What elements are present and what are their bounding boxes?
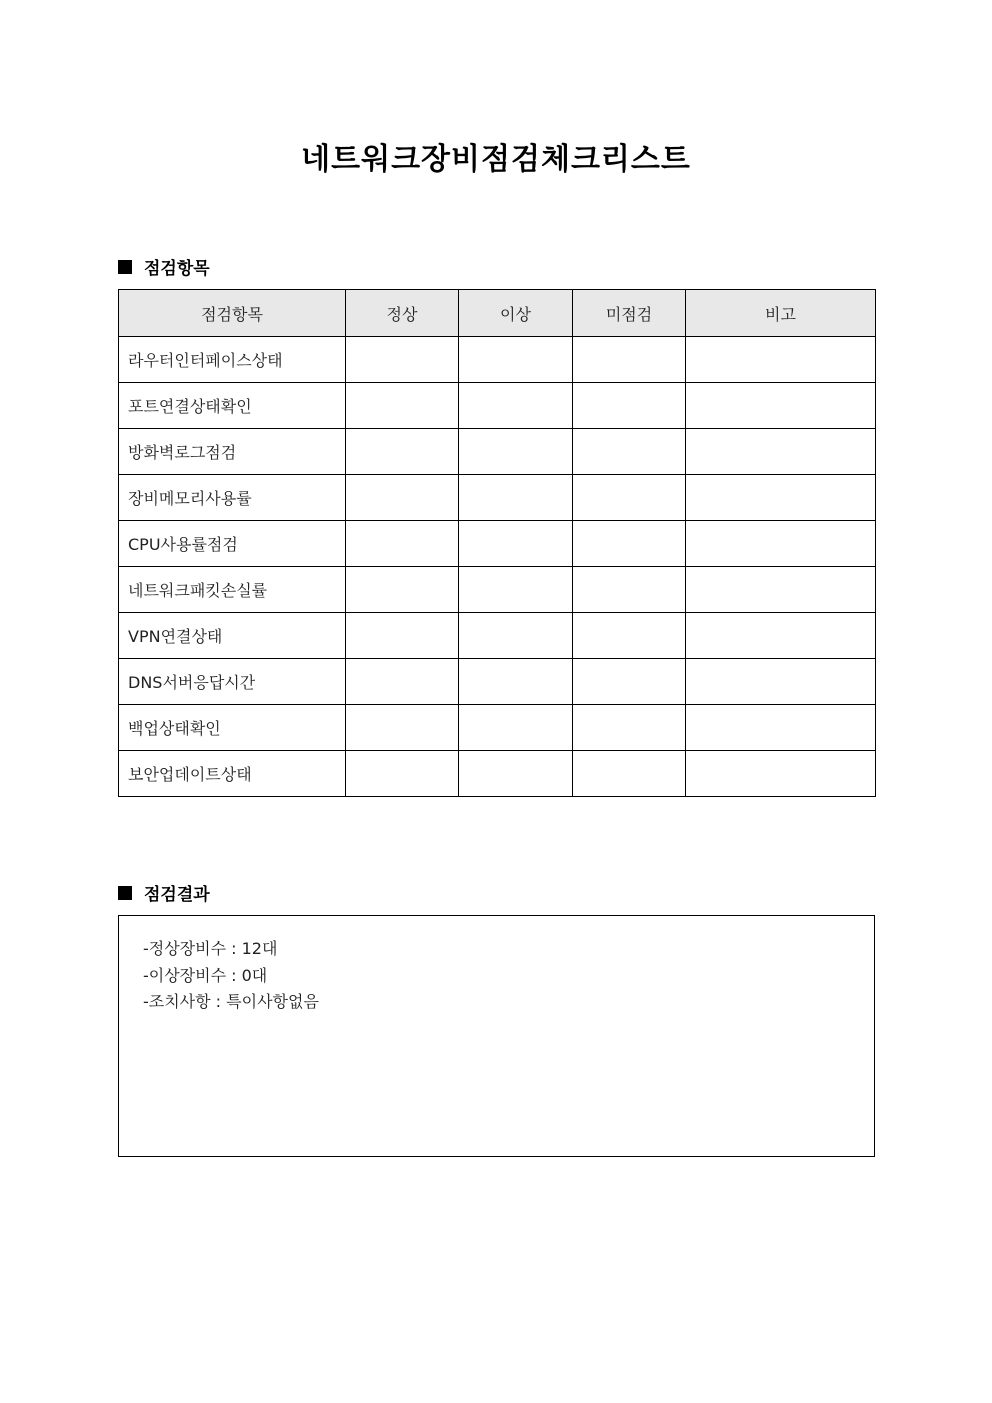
abnormal-cell[interactable]	[459, 567, 573, 613]
note-cell[interactable]	[686, 659, 876, 705]
normal-cell[interactable]	[346, 751, 459, 797]
section-heading-result-label: 점검결과	[144, 885, 210, 905]
table-row	[119, 751, 876, 797]
abnormal-cell[interactable]	[459, 429, 573, 475]
unchecked-cell[interactable]	[573, 383, 686, 429]
abnormal-cell[interactable]	[459, 613, 573, 659]
item-cell: VPN연결상태	[119, 613, 346, 659]
note-cell[interactable]	[686, 521, 876, 567]
square-bullet-icon	[118, 886, 132, 900]
checklist-table	[118, 289, 876, 797]
header-unchecked: 미점검	[573, 290, 686, 337]
item-cell: DNS서버응답시간	[119, 659, 346, 705]
section-heading-items-label: 점검항목	[144, 259, 210, 279]
item-cell: 방화벽로그점검	[119, 429, 346, 475]
item-cell: 네트워크패킷손실률	[119, 567, 346, 613]
result-line-normal-count: -정상장비수 : 12대	[143, 939, 278, 958]
abnormal-cell[interactable]	[459, 659, 573, 705]
table-row	[119, 475, 876, 521]
result-line-actions: -조치사항 : 특이사항없음	[143, 992, 319, 1011]
normal-cell[interactable]	[346, 567, 459, 613]
result-line-abnormal-count: -이상장비수 : 0대	[143, 965, 268, 985]
abnormal-cell[interactable]	[459, 705, 573, 751]
table-row	[119, 659, 876, 705]
table-row	[119, 705, 876, 751]
item-cell: 장비메모리사용률	[119, 475, 346, 521]
table-header-row	[119, 290, 876, 337]
abnormal-cell[interactable]	[459, 383, 573, 429]
table-row	[119, 521, 876, 567]
normal-cell[interactable]	[346, 613, 459, 659]
header-abnormal: 이상	[459, 290, 573, 337]
unchecked-cell[interactable]	[573, 751, 686, 797]
section-heading-result	[118, 880, 210, 905]
unchecked-cell[interactable]	[573, 567, 686, 613]
item-cell: 보안업데이트상태	[119, 751, 346, 797]
item-cell: 라우터인터페이스상태	[119, 337, 346, 383]
abnormal-cell[interactable]	[459, 337, 573, 383]
note-cell[interactable]	[686, 751, 876, 797]
item-cell: 백업상태확인	[119, 705, 346, 751]
normal-cell[interactable]	[346, 659, 459, 705]
table-row	[119, 383, 876, 429]
unchecked-cell[interactable]	[573, 475, 686, 521]
note-cell[interactable]	[686, 567, 876, 613]
note-cell[interactable]	[686, 613, 876, 659]
abnormal-cell[interactable]	[459, 475, 573, 521]
normal-cell[interactable]	[346, 337, 459, 383]
normal-cell[interactable]	[346, 429, 459, 475]
header-item: 점검항목	[119, 290, 346, 337]
normal-cell[interactable]	[346, 475, 459, 521]
unchecked-cell[interactable]	[573, 337, 686, 383]
unchecked-cell[interactable]	[573, 659, 686, 705]
result-box	[118, 915, 875, 1157]
abnormal-cell[interactable]	[459, 751, 573, 797]
square-bullet-icon	[118, 260, 132, 274]
table-row	[119, 337, 876, 383]
header-note: 비고	[686, 290, 876, 337]
item-cell: 포트연결상태확인	[119, 383, 346, 429]
unchecked-cell[interactable]	[573, 429, 686, 475]
note-cell[interactable]	[686, 705, 876, 751]
normal-cell[interactable]	[346, 521, 459, 567]
table-row	[119, 567, 876, 613]
abnormal-cell[interactable]	[459, 521, 573, 567]
item-cell: CPU사용률점검	[119, 521, 346, 567]
note-cell[interactable]	[686, 383, 876, 429]
unchecked-cell[interactable]	[573, 613, 686, 659]
section-heading-items	[118, 254, 210, 279]
table-row	[119, 429, 876, 475]
header-normal: 정상	[346, 290, 459, 337]
unchecked-cell[interactable]	[573, 705, 686, 751]
note-cell[interactable]	[686, 337, 876, 383]
note-cell[interactable]	[686, 475, 876, 521]
document-title: 네트워크장비점검체크리스트	[301, 142, 691, 177]
unchecked-cell[interactable]	[573, 521, 686, 567]
table-row	[119, 613, 876, 659]
normal-cell[interactable]	[346, 705, 459, 751]
note-cell[interactable]	[686, 429, 876, 475]
normal-cell[interactable]	[346, 383, 459, 429]
